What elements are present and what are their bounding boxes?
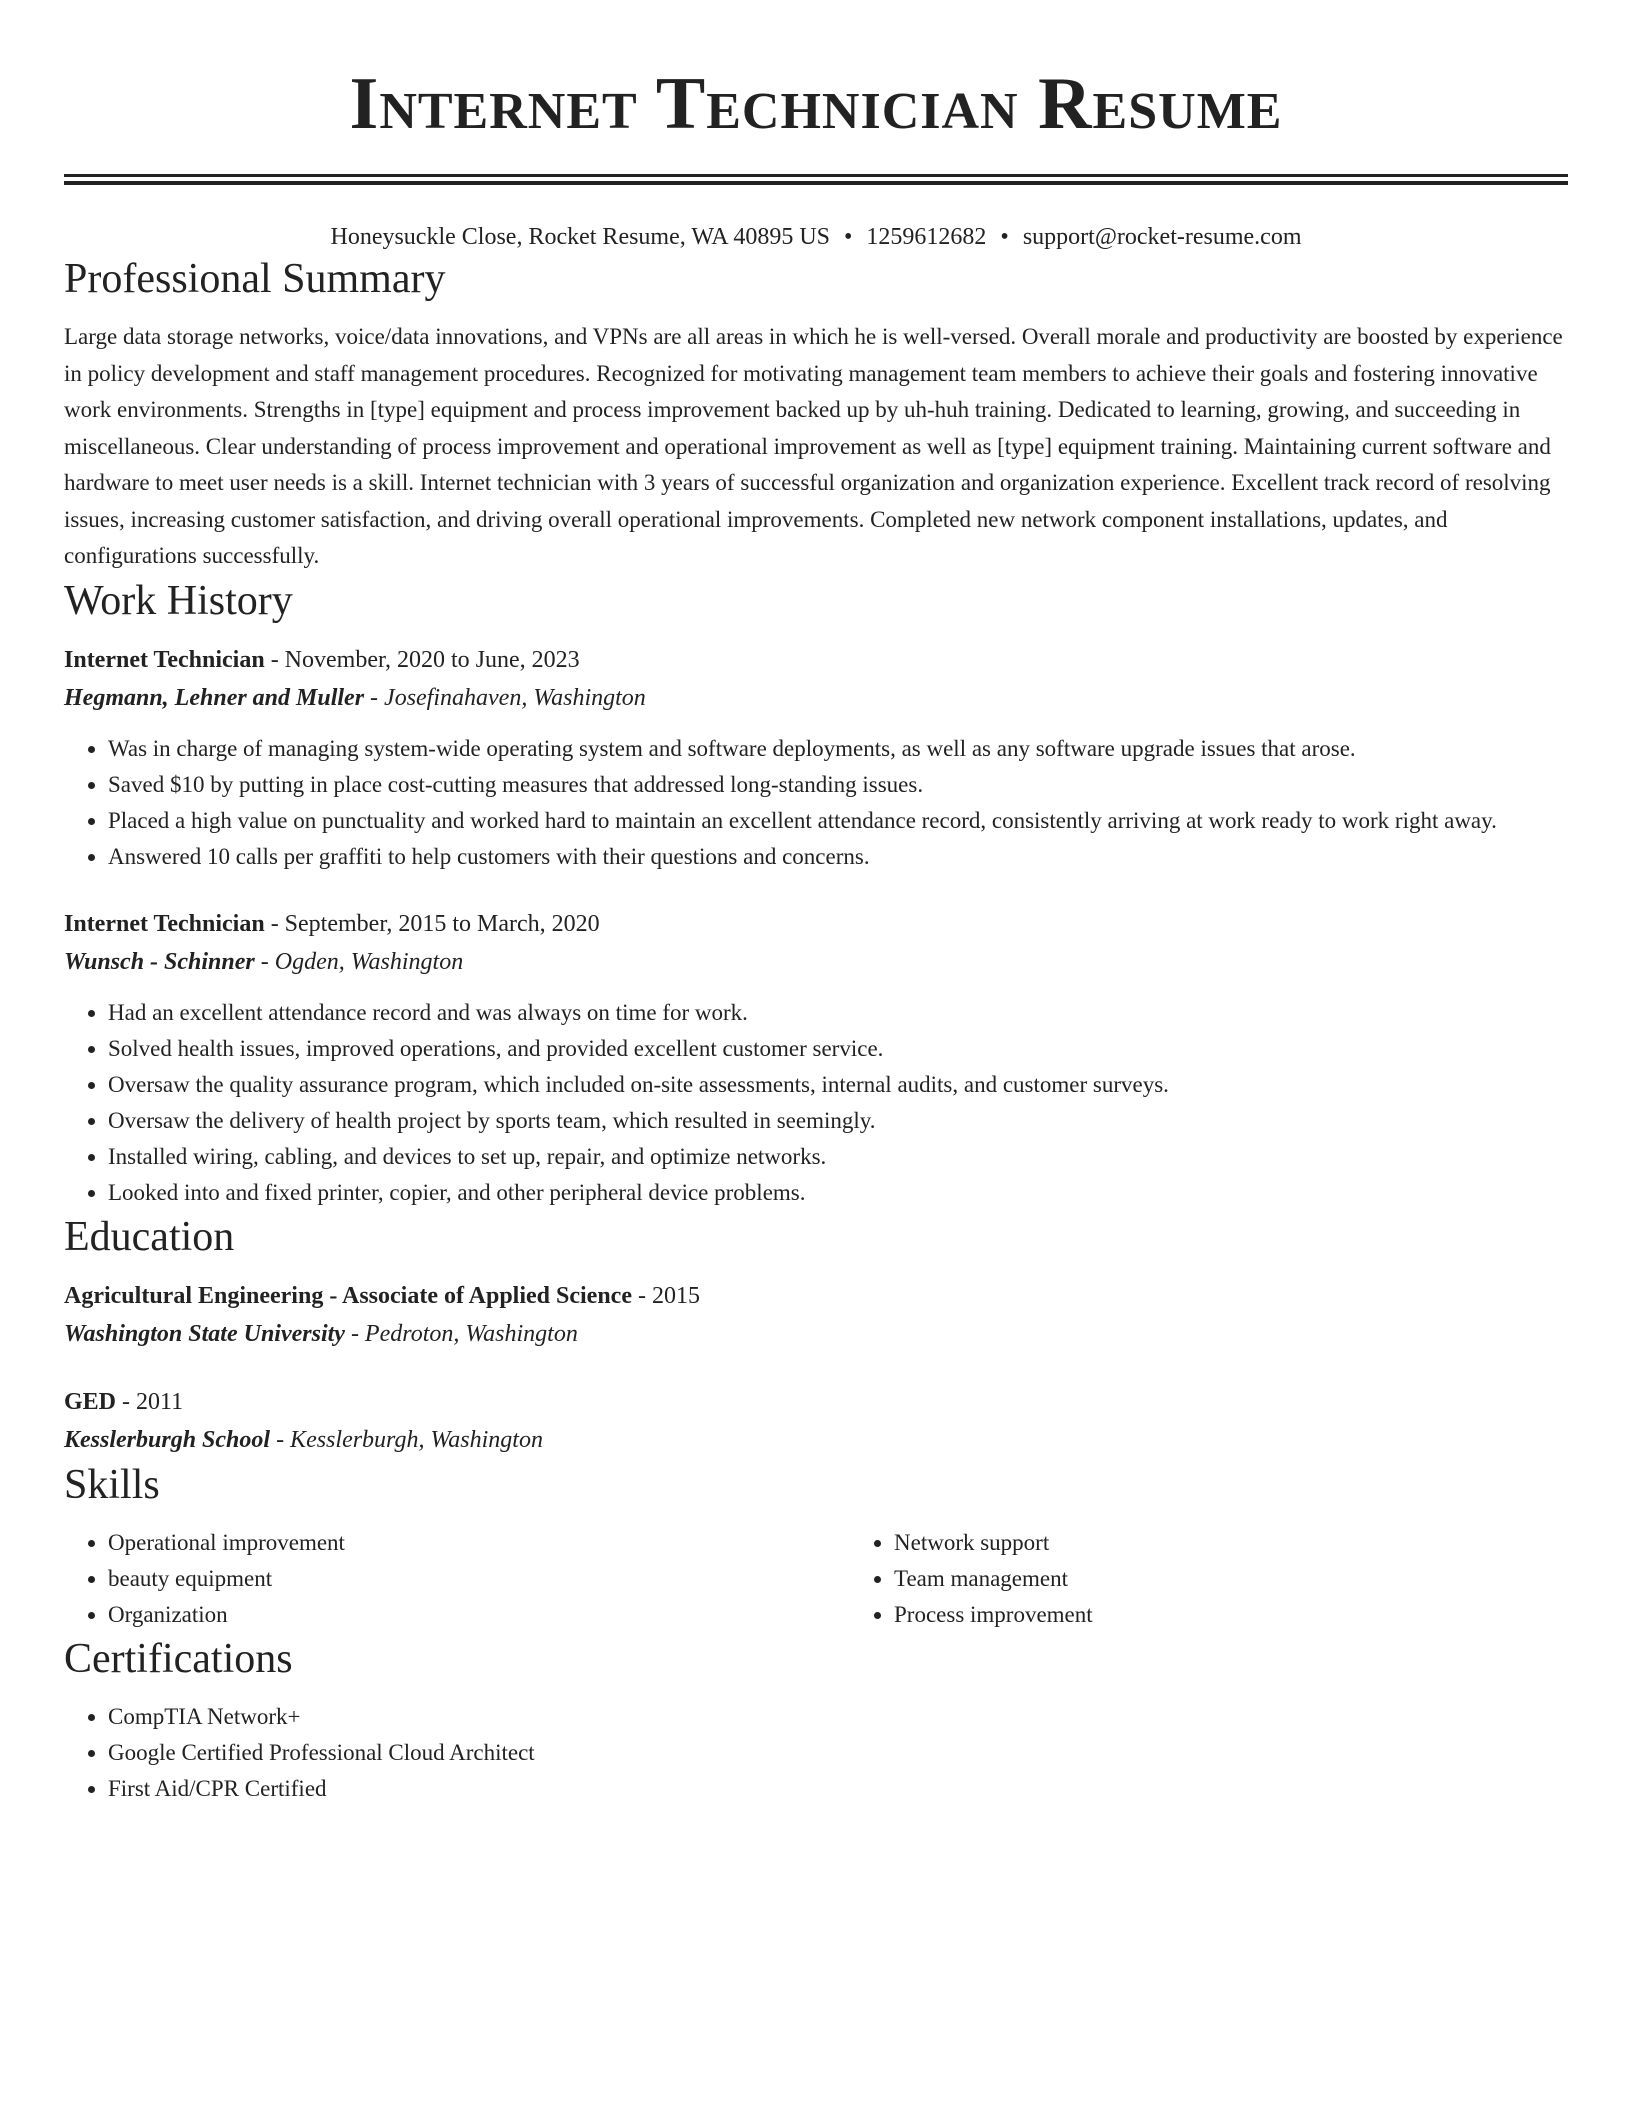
company-line bbox=[64, 943, 1568, 981]
education-entry bbox=[64, 1277, 1568, 1353]
skills-columns bbox=[64, 1525, 1568, 1633]
title-divider bbox=[64, 174, 1568, 185]
certifications-list bbox=[64, 1699, 1568, 1807]
job-dates: - September, 2015 to March, 2020 bbox=[264, 910, 600, 937]
skill-item: • Team management bbox=[894, 1561, 1093, 1597]
job-entry bbox=[64, 905, 1568, 1211]
job-bullet: • Oversaw the delivery of health project by sports team, which resulted in seemingly. bbox=[108, 1103, 1568, 1139]
job-bullet-list bbox=[64, 995, 1568, 1211]
section-heading-summary: Professional Summary bbox=[64, 256, 446, 302]
section-heading-certifications: Certifications bbox=[64, 1635, 293, 1682]
job-bullet: • Installed wiring, cabling, and devices to set up, repair, and optimize networks. bbox=[108, 1139, 1568, 1175]
job-bullet: • Placed a high value on punctuality and worked hard to maintain an excellent attendance record, consistently arriving at work ready to work right away. bbox=[108, 803, 1568, 839]
job-title: Internet Technician bbox=[64, 646, 265, 673]
job-entry bbox=[64, 641, 1568, 875]
degree-name: GED bbox=[64, 1388, 117, 1415]
school-location: - Kesslerburgh, Washington bbox=[270, 1426, 543, 1453]
job-title: Internet Technician bbox=[64, 910, 265, 937]
contact-phone: 1259612682 bbox=[866, 224, 987, 250]
school-name: Kesslerburgh School bbox=[64, 1426, 271, 1453]
skill-item: • Organization bbox=[108, 1597, 850, 1633]
skill-item: • Network support bbox=[894, 1525, 1093, 1561]
job-dates: - November, 2020 to June, 2023 bbox=[264, 646, 580, 673]
company-line bbox=[64, 679, 1568, 717]
job-title-line bbox=[64, 905, 1568, 943]
job-bullet: • Answered 10 calls per graffiti to help customers with their questions and concerns. bbox=[108, 839, 1568, 875]
job-bullet: • Had an excellent attendance record and was always on time for work. bbox=[108, 995, 1568, 1031]
company-location: - Ogden, Washington bbox=[254, 948, 464, 975]
skill-item: • Process improvement bbox=[894, 1597, 1093, 1633]
resume-title: Internet Technician Resume bbox=[349, 63, 1283, 145]
section-heading-work-history: Work History bbox=[64, 577, 293, 624]
degree-year: - 2011 bbox=[116, 1388, 184, 1415]
certification-item: • Google Certified Professional Cloud Architect bbox=[108, 1735, 1568, 1771]
education-entry bbox=[64, 1383, 1568, 1459]
company-name: Wunsch - Schinner bbox=[64, 948, 255, 975]
job-bullet: • Looked into and fixed printer, copier, and other peripheral device problems. bbox=[108, 1175, 1568, 1211]
skills-list-left bbox=[64, 1525, 850, 1633]
job-bullet: • Saved $10 by putting in place cost-cutting measures that addressed long-standing issues. bbox=[108, 767, 1568, 803]
skill-item: • Operational improvement bbox=[108, 1525, 850, 1561]
degree-line bbox=[64, 1383, 1568, 1421]
certification-item: • First Aid/CPR Certified bbox=[108, 1771, 1568, 1807]
skills-list-right bbox=[850, 1525, 1093, 1633]
school-line bbox=[64, 1421, 1568, 1459]
contact-separator: • bbox=[1000, 224, 1009, 250]
degree-year: - 2015 bbox=[631, 1282, 700, 1309]
contact-email: support@rocket-resume.com bbox=[1022, 224, 1302, 250]
school-name: Washington State University bbox=[64, 1320, 345, 1347]
section-heading-skills: Skills bbox=[64, 1461, 160, 1508]
job-bullet: • Oversaw the quality assurance program, which included on-site assessments, internal audits, and customer surveys. bbox=[108, 1067, 1568, 1103]
degree-line bbox=[64, 1277, 1568, 1315]
school-line bbox=[64, 1315, 1568, 1353]
company-name: Hegmann, Lehner and Muller bbox=[64, 684, 365, 711]
summary-paragraph: Large data storage networks, voice/data innovations, and VPNs are all areas in which he is well-versed. Overall morale and productivity are boosted by experience in policy development and staff management procedures. Recognized for motivating management team members to achieve their goals and fostering innovative work environments. Strengths in [type] equipment and process improvement backed up by uh-huh training. Dedicated to learning, growing, and succeeding in miscellaneous. Clear understanding of process improvement and operational improvement as well as [type] equipment training. Maintaining current software and hardware to meet user needs is a skill. Internet technician with 3 years of successful organization and organization experience. Excellent track record of resolving issues, increasing customer satisfaction, and driving overall operational improvements. Completed new network component installations, updates, and configurations successfully. bbox=[64, 324, 1563, 568]
section-heading-education: Education bbox=[64, 1213, 235, 1260]
contact-line bbox=[64, 221, 1568, 253]
job-title-line bbox=[64, 641, 1568, 679]
contact-separator: • bbox=[844, 224, 853, 250]
degree-name: Agricultural Engineering - Associate of Applied Science bbox=[64, 1282, 632, 1309]
skill-item: • beauty equipment bbox=[108, 1561, 850, 1597]
certification-item: • CompTIA Network+ bbox=[108, 1699, 1568, 1735]
contact-address: Honeysuckle Close, Rocket Resume, WA 40895 US bbox=[330, 224, 830, 250]
job-bullet: • Solved health issues, improved operations, and provided excellent customer service. bbox=[108, 1031, 1568, 1067]
company-location: - Josefinahaven, Washington bbox=[364, 684, 646, 711]
job-bullet: • Was in charge of managing system-wide operating system and software deployments, as well as any software upgrade issues that arose. bbox=[108, 731, 1568, 767]
school-location: - Pedroton, Washington bbox=[344, 1320, 578, 1347]
job-bullet-list bbox=[64, 731, 1568, 875]
